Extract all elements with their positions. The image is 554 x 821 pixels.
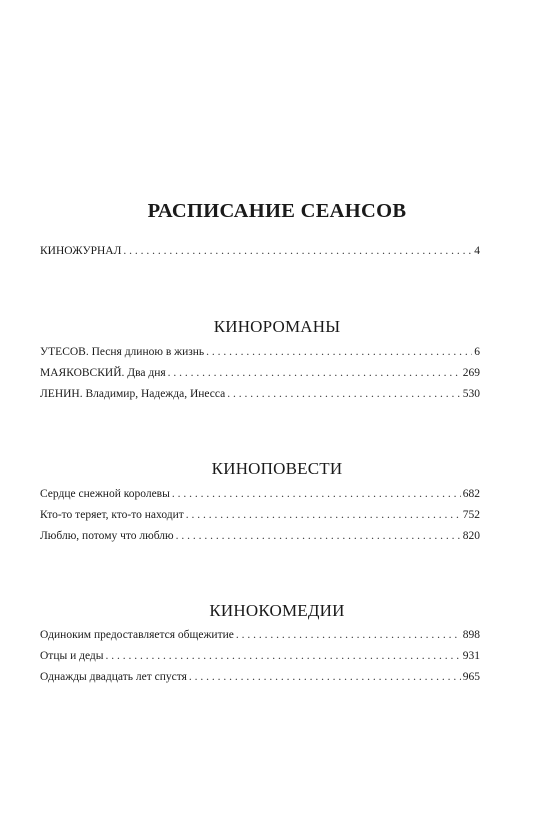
toc-entry-intro	[40, 244, 480, 258]
toc-entry	[40, 387, 480, 401]
toc-entry	[40, 649, 480, 663]
toc-entry-page: 820	[462, 530, 480, 542]
page-title: РАСПИСАНИЕ СЕАНСОВ	[147, 200, 407, 222]
toc-entry-page: 965	[462, 671, 480, 683]
toc-entry	[40, 628, 480, 642]
toc-entry-label: Однажды двадцать лет спустя	[40, 671, 187, 683]
leader-dots	[186, 508, 461, 522]
leader-dots	[168, 366, 461, 380]
toc-entry-page: 752	[462, 509, 480, 521]
leader-dots	[106, 649, 461, 663]
toc-entry-label: Отцы и деды	[40, 650, 104, 662]
toc-entry-page: 269	[462, 367, 480, 379]
leader-dots	[236, 628, 461, 642]
leader-dots	[176, 529, 461, 543]
section-title: КИНОКОМЕДИИ	[209, 601, 345, 620]
leader-dots	[189, 670, 461, 684]
toc-entry-page: 898	[462, 629, 480, 641]
section-title: КИНОРОМАНЫ	[213, 317, 341, 336]
toc-entry	[40, 529, 480, 543]
toc-entry	[40, 508, 480, 522]
toc-entry	[40, 487, 480, 501]
toc-entry-page: 6	[474, 346, 480, 358]
toc-entry-label: ЛЕНИН. Владимир, Надежда, Инесса	[40, 388, 226, 400]
toc-entry-page: 682	[462, 488, 480, 500]
toc-entry	[40, 366, 480, 380]
toc-entry	[40, 670, 480, 684]
toc-entry-label: УТЕСОВ. Песня длиною в жизнь	[40, 346, 205, 358]
toc-entry-page: 931	[462, 650, 480, 662]
toc-entry-label: Люблю, потому что люблю	[40, 530, 174, 542]
toc-entry-label: Сердце снежной королевы	[40, 488, 170, 500]
toc-entry-label: Одиноким предоставляется общежитие	[40, 629, 234, 641]
leader-dots	[206, 345, 472, 359]
toc-entry-label: МАЯКОВСКИЙ. Два дня	[40, 367, 166, 379]
toc-entry-label: КИНОЖУРНАЛ	[40, 245, 122, 257]
leader-dots	[172, 487, 461, 501]
leader-dots	[123, 244, 472, 258]
toc-entry-page: 4	[474, 245, 480, 257]
toc-entry	[40, 345, 480, 359]
toc-entry-page: 530	[462, 388, 480, 400]
section-title: КИНОПОВЕСТИ	[211, 459, 343, 478]
leader-dots	[227, 387, 460, 401]
toc-entry-label: Кто-то теряет, кто-то находит	[40, 509, 184, 521]
